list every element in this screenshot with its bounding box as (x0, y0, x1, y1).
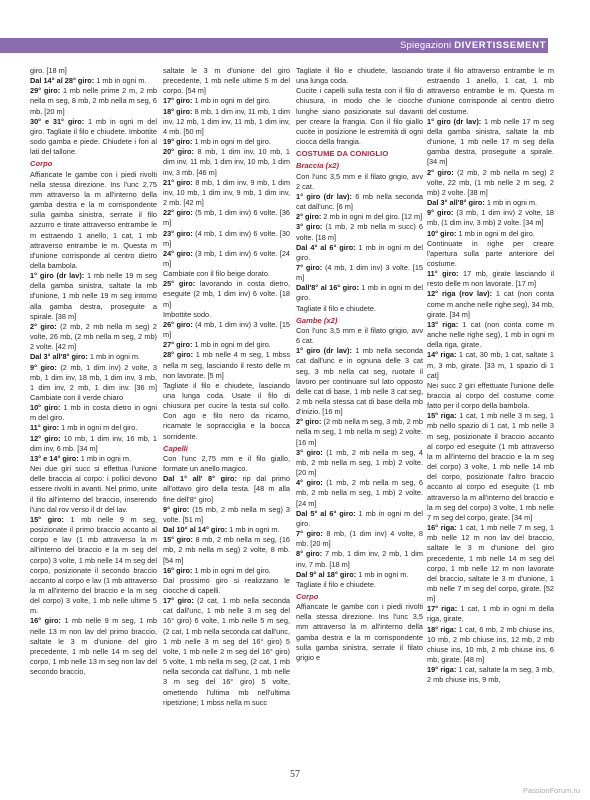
instruction-text: 8 mb, 1 dim inv, 9 mb, 1 dim inv, 10 mb, 1 dim inv, 9 mb, 1 dim inv, 2 mb. [42 m] (163, 177, 290, 208)
paragraph (296, 66, 423, 86)
paragraph (163, 229, 290, 249)
paragraph (296, 529, 423, 549)
instruction-text: 1 cat, 1 mb nelle 7 m seg, 1 mb nelle 12 m non lav del braccio, saltate le 3 m d'unione del giro precedente, 1 mb nelle 14 m seg del corpo, 1 mb nelle 12 m non lavorate del braccio, saltate le 3 m d'unione, 1 mb nelle 7 m seg del corpo, girate. [52 m] (427, 523, 554, 604)
paragraph (30, 66, 157, 76)
section-heading: COSTUME DA CONIGLIO (296, 149, 389, 159)
instruction-text: (1 mb, 2 mb nella m seg, 4 mb, 2 mb nella m seg, 1 mb) 2 volte. [20 m] (296, 447, 423, 478)
instruction-text: 1 mb in ogni m del giro. (296, 508, 423, 528)
instruction-label: Dal 5° al 6° giro: (296, 508, 356, 518)
instruction-label: 11° giro: (30, 423, 60, 433)
instruction-text: 1 mb in ogni m del giro. (296, 242, 423, 262)
instruction-label: 25° giro: (163, 279, 196, 289)
instruction-text: 1 mb in ogni m. (87, 352, 141, 362)
paragraph (427, 229, 554, 239)
instruction-label: Dal 3° all'8° giro: (30, 352, 88, 362)
instruction-label: 17° giro: (163, 96, 193, 106)
instruction-text: 8 mb, 2 mb nella m seg, (16 mb, 2 mb nella m seg) 2 volte, 8 mb. [54 m] (163, 535, 290, 565)
paragraph (296, 192, 423, 212)
instruction-text: Cambiate con il filo beige dorato. (163, 269, 270, 279)
instruction-label: 2° giro: (296, 212, 322, 222)
instruction-label: 15° giro: (163, 535, 193, 545)
paragraph (427, 604, 554, 624)
section-heading: Capelli (163, 443, 188, 453)
section-heading: Corpo (30, 159, 53, 169)
paragraph (296, 326, 423, 346)
instruction-text: (4 mb, 1 dim inv) 3 volte. [15 m] (163, 319, 290, 340)
paragraph (296, 417, 423, 447)
watermark: PassionForum.ru (522, 786, 580, 795)
running-header (400, 38, 546, 53)
text-column-3 (296, 66, 423, 663)
instruction-label: 17° riga: (427, 604, 458, 614)
instruction-text: 1 mb in ogni m del giro. (192, 565, 271, 575)
paragraph (163, 535, 290, 565)
instruction-label: 14° riga: (427, 350, 457, 360)
paragraph (296, 263, 423, 283)
instruction-label: 15° giro: (30, 514, 64, 524)
instruction-text: Tagliate il filo e chiudete, lasciando una lunga coda. Usate il filo di chiusura per cucire la testa sul collo. Con ago e filo nero da ricamo, ricamate le sopracciglia e la bocca sorridente. (163, 380, 290, 441)
paragraph (30, 423, 157, 433)
paragraph (427, 269, 554, 289)
paragraph (163, 320, 290, 340)
paragraph (296, 602, 423, 663)
paragraph (30, 170, 157, 272)
instruction-text: 1 cat, 1 mb in ogni m della riga, girate. (427, 604, 555, 624)
paragraph (427, 208, 554, 228)
instruction-text: (4 mb, 1 dim inv) 3 volte. [15 m] (296, 262, 423, 283)
paragraph (296, 509, 423, 529)
instruction-text: (1 mb, 2 mb nella m succ) 6 volte. [18 m] (296, 222, 423, 242)
paragraph (163, 576, 290, 596)
paragraph (163, 350, 290, 380)
instruction-label: Dal 1° all' 8° giro: (163, 474, 237, 484)
paragraph (30, 117, 157, 158)
paragraph (163, 340, 290, 350)
instruction-label: 11° giro: (427, 269, 459, 279)
instruction-label: 12° riga (rov lav): (427, 289, 493, 299)
instruction-text: Con l'unc 2,75 mm e il filo giallo, formate un anello magico. (163, 453, 290, 474)
instruction-text: (3 mb, 1 dim inv) 6 volte. [24 m] (163, 248, 290, 268)
paragraph (163, 454, 290, 474)
instruction-text: 7 mb, 1 dim inv, 2 mb, 1 dim inv, 7 mb. [18 m] (296, 549, 423, 569)
paragraph (30, 454, 157, 464)
instruction-text: 1 mb in ogni m del giro. (456, 228, 535, 238)
instruction-text: 1 mb nelle prime 2 m, 2 mb nella m seg, 8 mb, 2 mb nella m seg, 6 mb. [20 m] (30, 86, 157, 116)
instruction-text: 1 cat, 6 mb, 2 mb chiuse ins, 10 mb, 2 mb chiuse ins, 12 mb, 2 mb chiuse ins, 10 mb, 2 mb chiuse ins, 6 mb, girate. [48 m] (427, 624, 555, 665)
instruction-text: Affiancate le gambe con i piedi rivolti nella stessa direzione. Ins l'unc 3,5 mm attraverso la m all'interno della gamba destra e la m corrispondente sulla gamba sinistra, serrate il filato grigio e (296, 602, 423, 662)
instruction-label: 2° giro: (30, 321, 57, 331)
instruction-text: Tagliate il filo e chiudete. (296, 579, 377, 589)
instruction-text: 1 cat, saltate la m seg, 3 mb, 2 mb chiuse ins, 9 mb, (427, 665, 555, 685)
paragraph (163, 505, 290, 525)
instruction-label: 2° giro: (427, 167, 454, 177)
instruction-text: Con l'unc 3,5 mm e il filato grigio, avv 2 cat. (296, 171, 423, 191)
instruction-label: 1° giro (dr lav): (296, 346, 352, 356)
paragraph (296, 448, 423, 478)
instruction-text: 17 mb, girate lasciando il resto delle m non lavorate. [17 m] (427, 269, 554, 289)
paragraph (427, 665, 554, 685)
instruction-label: 30° e 31° giro: (30, 116, 85, 126)
instruction-label: 13° riga: (427, 319, 459, 329)
instruction-label: 24° giro: (163, 248, 193, 258)
paragraph (163, 178, 290, 208)
instruction-text: saltate le 3 m d'unione del giro precedente, 1 mb nelle ultime 5 m del corpo. [54 m] (163, 66, 290, 96)
instruction-text: 1 mb in ogni m. (227, 525, 280, 535)
instruction-text: Tagliate il filo e chiudete, lasciando una lunga coda. (296, 66, 423, 86)
paragraph (163, 107, 290, 137)
instruction-text: 10 mb, 1 dim inv, 16 mb, 1 dim inv, 6 mb. [34 m] (30, 433, 158, 453)
instruction-label: 16° riga: (427, 523, 457, 533)
instruction-label: Dall'8° al 16° giro: (296, 283, 359, 293)
instruction-label: 22° giro: (163, 208, 193, 218)
instruction-label: 9° giro: (163, 504, 190, 514)
paragraph (30, 464, 157, 515)
instruction-label: 16° giro: (30, 616, 61, 626)
paragraph (163, 66, 290, 96)
instruction-text: (2 mb, 1 dim inv) 2 volte, 3 mb, 1 dim inv, 18 mb, 1 dim inv, 3 mb, 1 dim inv, 2 mb, 1 dim inv. [36 m] Cambiate con il verde chiaro (30, 362, 157, 402)
paragraph (427, 320, 554, 350)
instruction-text: (2 mb, 2 mb nella m seg) 2 volte, 26 mb, (2 mb nella m seg, 2 mb) 2 volte. [42 m] (30, 321, 157, 352)
paragraph (296, 478, 423, 508)
instruction-text: (15 mb, 2 mb nella m seg) 3 volte. [51 m] (163, 504, 291, 524)
paragraph (163, 279, 290, 309)
paragraph (163, 525, 290, 535)
paragraph (163, 566, 290, 576)
instruction-label: 9° giro: (427, 208, 454, 218)
paragraph (296, 283, 423, 303)
page-number: 57 (290, 769, 300, 780)
instruction-label: 7° giro: (296, 529, 323, 539)
text-column-4 (427, 66, 554, 686)
instruction-text: 1 mb in ogni m. (94, 76, 147, 86)
instruction-label: 10° giro: (30, 403, 61, 413)
paragraph (30, 86, 157, 116)
instruction-text: 1 mb in ogni m del giro. Tagliate il filo e chiudete. Imbottite sodo gamba e piede. Chiudete i fori al lati del tallone. (30, 116, 157, 157)
instruction-text: 1 mb nelle 19 m seg della gamba sinistra, saltate la mb d'unione, 1 mb nelle 19 m seg intorno alla gamba destra, proseguite a spirale. [38 m] (30, 271, 158, 321)
paragraph (163, 269, 290, 279)
instruction-text: 6 mb nella seconda cat dall'unc. [6 m] (296, 191, 423, 212)
instruction-text: lavorando in costa dietro, eseguite (2 mb, 1 dim inv) 6 volte. [18 m] (163, 279, 290, 309)
instruction-text: 1 mb in ogni m del giro. (192, 96, 271, 106)
instruction-text: 1 mb in ogni m. (484, 198, 538, 208)
instruction-text: 2 mb in ogni m del giro. [12 m] (321, 212, 423, 222)
instruction-text: 8 mb, 1 dim inv, 10 mb, 1 dim inv, 11 mb, 1 dim inv, 10 mb, 1 dim inv, 3 mb. [46 m] (163, 147, 290, 177)
instruction-text: 1 mb nelle 9 m seg, 1 mb nelle 13 m non lav del primo braccio, saltate le 3 m d'unione del giro precedente, 1 mb nelle 14 m seg del corpo, 1 mb nelle 13 m seg non lav del secondo braccio, (30, 616, 157, 677)
instruction-text: 1 mb in ogni m del giro. (192, 137, 271, 147)
instruction-text: 1 mb nelle 9 m seg, posizionate il primo braccio accanto al corpo e lav (1 mb attraverso la m all'interno del braccio e la m seg del corpo) 3 volte, 1 mb nelle 14 m seg del corpo, posizionate il secondo braccio accanto al corpo e lav (1 mb attraverso la m all'interno del braccio e la m seg del corpo) 3 volte, 1 mb nelle ultime 5 m. (30, 514, 157, 616)
instruction-text: 1 cat, 1 mb nelle 3 m seg, 1 mb nello spazio di 1 cat, 1 mb nelle 3 m seg, posizionate il braccio accanto al corpo ed eseguite (1 mb attraverso la m all'interno del braccio e la m seg del corpo) 3 volte, 1 mb nelle 14 mb del corpo, posizionate l'altro braccio accanto al corpo ed eseguite (1 mb attraverso la m all'interno del braccio e la m seg del corpo) 3 volte, 1 mb nelle 7 m seg del corpo, girate. [34 m] (427, 411, 554, 522)
paragraph (296, 222, 423, 242)
paragraph (30, 271, 157, 322)
instruction-text: 1 mb nella seconda cat dall'unc e in ognuna delle 3 cat seg, 3 mb nella cat seg, ruotate il lavoro per continuare sul lato opposto delle cat di base, 1 mb nelle 3 cat seg, 2 mb nella stessa cat di base della mb d'inizio. [16 m] (296, 346, 423, 417)
instruction-text: 1 mb in costa dietro in ogni m del giro. (30, 403, 157, 423)
instruction-label: 8° giro: (296, 549, 323, 559)
instruction-label: 16° giro: (163, 565, 193, 575)
paragraph (296, 86, 423, 147)
instruction-label: 12° giro: (30, 433, 61, 443)
paragraph (163, 474, 290, 504)
instruction-label: 1° giro (dr lav): (30, 271, 85, 281)
instruction-label: 27° giro: (163, 340, 193, 350)
instruction-text: (2 cat, 1 mb nella seconda cat dall'unc, 1 mb nelle 3 m seg del 16° giro) 6 volte, 1 mb nelle 5 m seg, (2 cat, 1 mb nella seconda cat dall'unc, 1 mb nelle 3 m seg del 16° giro) 5 volte, 1 mb nelle 2 m seg del 16° giro) 5 volte, 1 mb nella m seg, (2 cat, 1 mb nella seconda cat dall'unc, 1 mb nelle 3 m seg del 16° giro) 5 volte, omettendo l'ultima mb nell'ultima ripetizione; 1 mbss nella m succ (163, 596, 290, 707)
instruction-label: 1° giro (dr lav): (427, 116, 482, 126)
instruction-text: 1 cat, 30 mb, 1 cat, saltate 1 m, 3 mb, girate. [33 m, 1 spazio di 1 cat] (427, 350, 555, 380)
section-heading: Corpo (296, 591, 319, 601)
paragraph (163, 208, 290, 228)
instruction-label: 10° giro: (427, 228, 457, 238)
instruction-text: (3 mb, 1 dim inv) 2 volte, 18 mb, (1 dim inv, 3 mb) 2 volte. [34 m] (427, 208, 554, 228)
instruction-label: 1° giro (dr lav): (296, 191, 352, 201)
paragraph (427, 289, 554, 319)
instruction-text: 1 mb nelle 4 m seg, 1 mbss nella m seg, lasciando il resto delle m non lavorate. [5 m] (163, 350, 290, 380)
instruction-label: 20° giro: (163, 147, 194, 157)
instruction-text: Tagliate il filo e chiudete. (296, 303, 377, 313)
instruction-label: 3° giro: (296, 222, 323, 232)
instruction-label: 21° giro: (163, 177, 193, 187)
instruction-label: 18° riga: (427, 624, 457, 634)
instruction-text: 1 mb in ogni m. (78, 453, 131, 463)
instruction-label: 7° giro: (296, 262, 323, 272)
instruction-label: 3° giro: (296, 447, 323, 457)
instruction-text: 1 mb in ogni m del giro. (59, 423, 138, 433)
paragraph (296, 346, 423, 417)
paragraph (163, 96, 290, 106)
instruction-label: 28° giro: (163, 350, 194, 360)
instruction-text: Cucite i capelli sulla testa con il filo di chiusura, in modo che le ciocche lunghe siano posizionate sul davanti per creare la frangia. Con il filo giallo cucite in posizione le estremità di ogni ciocca della frangia. (296, 86, 423, 147)
instruction-label: Dal 10° al 14° giro: (163, 525, 228, 535)
paragraph (296, 570, 423, 580)
paragraph (30, 352, 157, 362)
paragraph (30, 403, 157, 423)
text-column-1 (30, 66, 157, 677)
instruction-text: (2 mb nella m seg, 3 mb, 2 mb nella m seg, 1 mb nella m seg) 2 volte. [16 m] (296, 417, 423, 447)
paragraph (427, 350, 554, 380)
instruction-text: Dal prossimo giro si realizzano le ciocche di capelli. (163, 575, 290, 595)
instruction-label: 15° riga: (427, 411, 457, 421)
paragraph (296, 549, 423, 569)
paragraph (296, 172, 423, 192)
instruction-text: Nei due giri succ si effettua l'unione delle braccia al corpo: i pollici devono essere rivolti in avanti. Nel primo, unite il filo all'interno del braccio, inserendo l'unc dal rov verso il dr del lav. (30, 464, 157, 514)
paragraph (296, 304, 423, 314)
instruction-text: giro. [18 m] (30, 66, 67, 75)
paragraph (427, 168, 554, 198)
instruction-label: 19° riga: (427, 665, 457, 675)
paragraph (163, 137, 290, 147)
instruction-text: 1 cat (non conta come m anche nelle righe seg), 1 mb in ogni m della riga, girate. (427, 319, 554, 350)
instruction-text: rip dal primo all'ottavo giro della testa. [48 m alla fine dell'8° giro] (163, 474, 290, 504)
instruction-label: 2° giro: (296, 417, 322, 427)
paragraph (30, 322, 157, 352)
section-heading: Braccia (x2) (296, 161, 340, 171)
paragraph (30, 363, 157, 404)
instruction-label: 19° giro: (163, 137, 193, 147)
paragraph (427, 625, 554, 666)
instruction-text: 1 mb in ogni m. (356, 569, 409, 579)
instruction-text: Imbottite sodo. (163, 309, 212, 319)
instruction-label: Dal 9° al 18° giro: (296, 569, 357, 579)
instruction-text: (2 mb, 2 mb nella m seg) 2 volte, 22 mb, (1 mb nelle 2 m seg, 2 mb) 2 volte. [38 m] (427, 167, 554, 197)
instruction-label: 9° giro: (30, 362, 57, 372)
instruction-label: 29° giro: (30, 86, 61, 96)
instruction-text: Con l'unc 3,5 mm e il filato grigio, avv 6 cat. (296, 325, 423, 346)
instruction-text: (1 mb, 2 mb nella m seg, 6 mb, 2 mb nella m seg, 1 mb) 2 volte. [24 m] (296, 478, 423, 508)
paragraph (163, 147, 290, 177)
instruction-label: 4° giro: (296, 478, 323, 488)
paragraph (427, 198, 554, 208)
instruction-text: tirate il filo attraverso entrambe le m estraendo 1 anello, 1 cat, 1 mb attraverso entrambe le m. Questa m d'unione corrisponde al centro dietro del costume. (427, 66, 554, 116)
paragraph (427, 66, 554, 117)
instruction-label: Dal 4° al 6° giro: (296, 242, 356, 252)
paragraph (30, 76, 157, 86)
instruction-text: (5 mb, 1 dim inv) 6 volte. [36 m] (163, 208, 290, 228)
paragraph (296, 212, 423, 222)
instruction-label: 23° giro: (163, 228, 193, 238)
section-heading: Gambe (x2) (296, 315, 338, 325)
instruction-text: 8 mb, 1 dim inv, 11 mb, 1 dim inv, 12 mb, 1 dim inv, 11 mb, 1 dim inv, 4 mb. [50 m] (163, 106, 290, 136)
paragraph (30, 434, 157, 454)
text-column-2 (163, 66, 290, 708)
instruction-label: 18° giro: (163, 106, 193, 116)
instruction-label: Dal 3° all'8° giro: (427, 198, 485, 208)
instruction-text: 1 mb in ogni m del giro. (296, 283, 423, 303)
paragraph (163, 596, 290, 708)
paragraph (163, 249, 290, 269)
paragraph (427, 117, 554, 168)
paragraph (296, 243, 423, 263)
paragraph (163, 310, 290, 320)
instruction-label: 13° e 14° giro: (30, 453, 79, 463)
instruction-text: Affiancate le gambe con i piedi rivolti nella stessa direzione. Ins l'unc 2,75 mm attraverso la m all'interno della gamba destra e la m corrispondente sulla gamba sinistra, serrate il filo azzurro e tirate attraverso entrambe le m estraendo 1 anello, 1 cat, 1 mb attraverso entrambe le m. Questa m d'unione corrisponde al centro dietro della bambola. (30, 169, 157, 270)
paragraph (296, 580, 423, 590)
instruction-text: 8 mb, (1 dim inv) 4 volte, 8 mb. [20 m] (296, 529, 423, 549)
paragraph (30, 515, 157, 617)
instruction-text: Nei succ 2 giri effettuate l'unione delle braccia al corpo del costume come fatto per il corpo della bambola. (427, 380, 554, 411)
instruction-text: 1 mb in ogni m del giro. (192, 340, 271, 350)
instruction-text: 1 mb nelle 17 m seg della gamba sinistra, saltate la mb d'unione, 1 mb nelle 17 m seg della gamba destra, proseguite a spirale. [34 m] (427, 116, 555, 167)
instruction-label: 26° giro: (163, 319, 193, 329)
instruction-text: (4 mb, 1 dim inv) 6 volte. [30 m] (163, 228, 290, 248)
paragraph (427, 411, 554, 523)
paragraph (427, 239, 554, 269)
instruction-text: Continuate in righe per creare l'apertura sulla parte anteriore del costume. (427, 238, 554, 268)
header-section: Spiegazioni (400, 40, 452, 51)
header-title: DIVERTISSEMENT (454, 40, 546, 51)
paragraph (30, 616, 157, 677)
paragraph (427, 523, 554, 604)
paragraph (427, 381, 554, 411)
instruction-label: Dal 14° al 28° giro: (30, 76, 95, 86)
paragraph (163, 381, 290, 442)
instruction-label: 17° giro: (163, 596, 194, 606)
instruction-text: 1 cat (non conta come m anche nelle righe seg), 34 mb, girate. [34 m] (427, 289, 554, 319)
